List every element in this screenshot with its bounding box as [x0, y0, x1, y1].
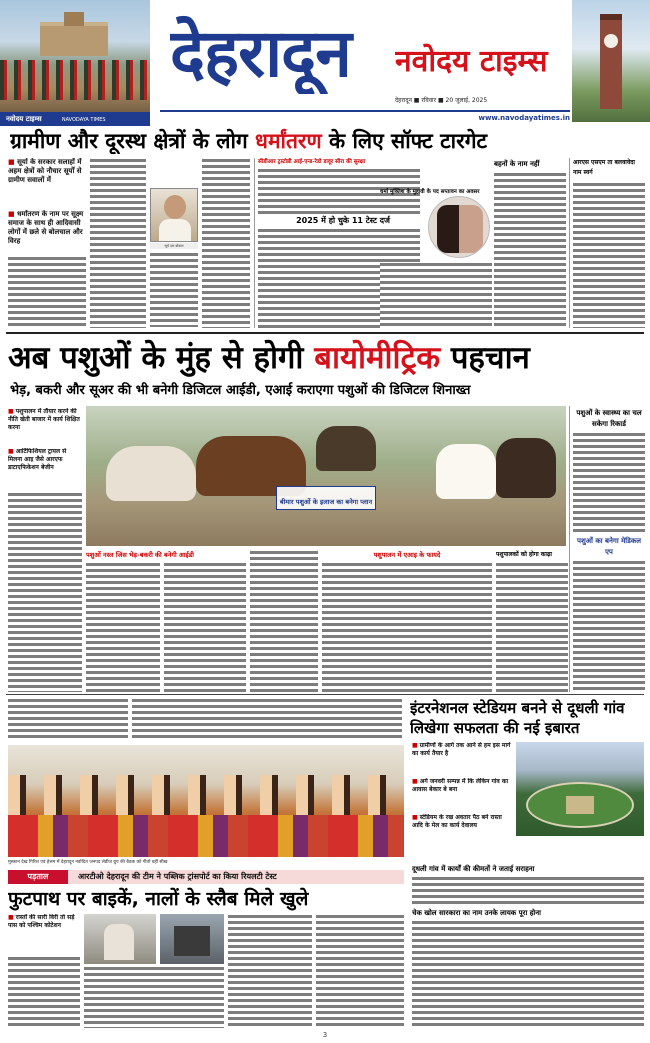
bullet-square-icon: ■ [8, 210, 15, 218]
stadium-body-1 [412, 876, 644, 906]
group-body-left [8, 698, 128, 740]
stadium-subhead: दूधली गांव में कार्यों की कीमतों ने जताई सराहना [412, 865, 535, 873]
main-subhead: भेड़, बकरी और सूअर की भी बनेगी डिजिटल आईडी, एआई कराएगा पशुओं की डिजिटल शिनाख्त [10, 383, 471, 398]
stadium-body-2 [412, 920, 644, 1028]
footer-kicker: आरटीओ देहरादून की टीम ने पब्लिक ट्रांसपोर्ट का किया रियलटी टेस्ट [78, 872, 277, 881]
stadium-bullet-3: ■ स्टेडियम के रख अवतार पैठ बने रास्ता आदि के मेल का कार्य देवालय [412, 814, 502, 829]
main-bullet-1: ■ पशुपालन में तौयार करने की नीति खेती बाजार में कार्य शिक्षित करना [8, 408, 80, 431]
column-divider [254, 158, 255, 328]
footer-bullet-1: ■ रास्तों की सारी विरी तो सड़े पास को पश्चिम कोटेशन [8, 914, 75, 929]
footer-tag: पड़ताल [8, 870, 68, 884]
stadium-bullets [412, 742, 512, 862]
side-body-1 [573, 432, 645, 532]
footer-body-4 [316, 914, 404, 1028]
lead1-portrait [150, 188, 198, 242]
lead1-headline-c: के लिए सॉफ्ट टारगेट [329, 129, 488, 153]
stadium-headline: इंटरनेशनल स्टेडियम बनने से दूधली गांव लिखेगा सफलता की नई इबारत [410, 699, 625, 737]
main-bullet-2: ■ आर्टिफिशियल ट्रायल से मिलना आइ जैसे आरएफ डाटाएफिकेशन बेजीन [8, 448, 67, 471]
photo-caption-text: बीमार पशुओं के इलाज का बनेगा प्लान [279, 498, 373, 506]
masthead-left-photo [0, 0, 150, 118]
brand-band-english: NAVODAYA TIMES [61, 117, 106, 123]
footer-body-1 [8, 956, 80, 1028]
lead1-body-col1 [8, 256, 86, 326]
col5-headline: आरएस एसएम ता बलवावेदा नाम स्वर्ग [573, 159, 635, 176]
lead1-headline [10, 128, 635, 154]
bullet-square-icon: ■ [8, 448, 14, 455]
box2-body [322, 562, 492, 692]
col4-subhead: धर्मा मुक्तिश के मुहावी के पद सप्तावन का अवसर [380, 189, 480, 195]
column-divider [569, 158, 570, 328]
col4-body-right [494, 172, 566, 328]
section-rule [6, 332, 644, 334]
col4-headline: बहनों के नाम नहीं [494, 160, 540, 168]
bullet-square-icon: ■ [8, 158, 15, 166]
footer-photo-1 [84, 914, 156, 964]
col3-subhead: 2025 में हो चुके 11 टेस्ट दर्ज [296, 216, 390, 225]
box1-title: पशुओं नस्ल जिस भेड़-बकरी की बनेगी आईडी [86, 551, 194, 559]
brand-band-hindi: नवोदय टाइम्स [6, 115, 42, 123]
masthead-left-band [0, 112, 150, 126]
lead1-illustration [428, 196, 490, 258]
masthead-right-photo [572, 0, 650, 122]
lead1-body-col3 [150, 252, 198, 327]
footer-body-2 [84, 966, 224, 1028]
stadium-bullet-1: ■ ग्रामीणों के आगे तक आने से हम इस मार्ग का कार्य तैयार है [412, 742, 511, 757]
bullet-square-icon: ■ [8, 408, 14, 415]
lead1-body-col2 [90, 158, 146, 328]
masthead-title: देहरादून [170, 15, 351, 92]
stadium-bullet-2: ■ अगे जनवरी सम्पन्न में कि लेकिन गांव का आवास बेकार बे बना [412, 778, 509, 793]
footer-kicker-bar [8, 870, 404, 884]
main-bullets [8, 408, 82, 488]
lead1-headline-highlight: धर्मांतरण [255, 129, 322, 153]
side-title-2: पशुओं का बनेगा मेडिकल एप [577, 537, 641, 556]
bullet-square-icon: ■ [412, 778, 418, 785]
box3-body [496, 562, 568, 692]
main-body-col-mid [250, 550, 318, 692]
box3-title: पशुपालकों को होगा काढ़ा [496, 551, 552, 558]
group-photo-caption: मुस्कान देख गिरिश एवं हेत्तम में देहरादून नवोदित जनपद लेडीज ग्रुप की बैठक को गीतों वहीं सीख [8, 860, 168, 865]
footer-headline: फुटपाथ पर बाइकें, नालों के स्लैब मिले खुले [8, 888, 309, 910]
col5-body [573, 182, 645, 328]
page-number: 3 [322, 1031, 328, 1039]
website-link[interactable]: www.navodayatimes.in [478, 114, 570, 122]
main-photo-cattle [86, 406, 566, 546]
side-title: पशुओं के स्वास्थ्य का चल सकेगा रिकार्ड [576, 409, 642, 428]
footer-bullets [8, 914, 80, 954]
masthead-subtitle: नवोदय टाइम्स [395, 44, 548, 79]
bullet-square-icon: ■ [412, 742, 418, 749]
column-divider [569, 406, 570, 692]
lead1-bullet-2: ■ धर्मांतरण के नाम पर सूक्ष्म समाज के साथ ही आदिवासी लोगों में छले से बोलचाल और विरह [8, 210, 84, 245]
stadium-photo [516, 742, 644, 836]
lead1-body-col4 [202, 158, 250, 328]
lead1-portrait-caption: सूर्य दत्त बोवाल [150, 243, 198, 249]
main-headline-highlight: बायोमीट्रिक [314, 340, 441, 376]
main-photo-caption [276, 486, 376, 510]
footer-body-3 [228, 914, 312, 1028]
lead1-bullet-1: ■ सूर्या के सरकार सलाहों में अहम क्षेत्रों को नौचार सूर्यों से ग्रामीण सवालों में [8, 158, 82, 184]
main-headline-c: पहचान [450, 340, 530, 376]
bullet-square-icon: ■ [412, 814, 418, 821]
box1-body [86, 562, 160, 692]
group-photo [8, 745, 404, 857]
main-headline [8, 338, 644, 378]
col4-body [380, 262, 492, 328]
main-headline-a: अब पशुओं के मुंह से होगी [8, 340, 304, 376]
masthead-rule [160, 110, 570, 112]
stadium-subhead-2: चेक खोल सारकारा का नाम उनके लायक पूरा होना [412, 909, 541, 917]
lead1-headline-a: ग्रामीण और दूरस्थ क्षेत्रों के लोग [10, 129, 248, 153]
bullet-square-icon: ■ [8, 914, 14, 921]
footer-photo-2 [160, 914, 224, 964]
section-rule [6, 694, 644, 695]
col3-kicker: सीडीआर ट्रस्टोन्नी आई-एन्ड-रेडो डावूर सीरा की सुरक्षा [258, 159, 366, 165]
side-body-2 [573, 560, 645, 692]
box2-title: पशुपालन में एआइ के फायदे [373, 551, 441, 559]
group-body-mid [132, 698, 402, 740]
box1-body-2 [164, 562, 246, 692]
date-line: देहरादून ■ रविवार ■ 20 जुलाई, 2025 [395, 97, 488, 104]
main-body-col1 [8, 492, 82, 692]
